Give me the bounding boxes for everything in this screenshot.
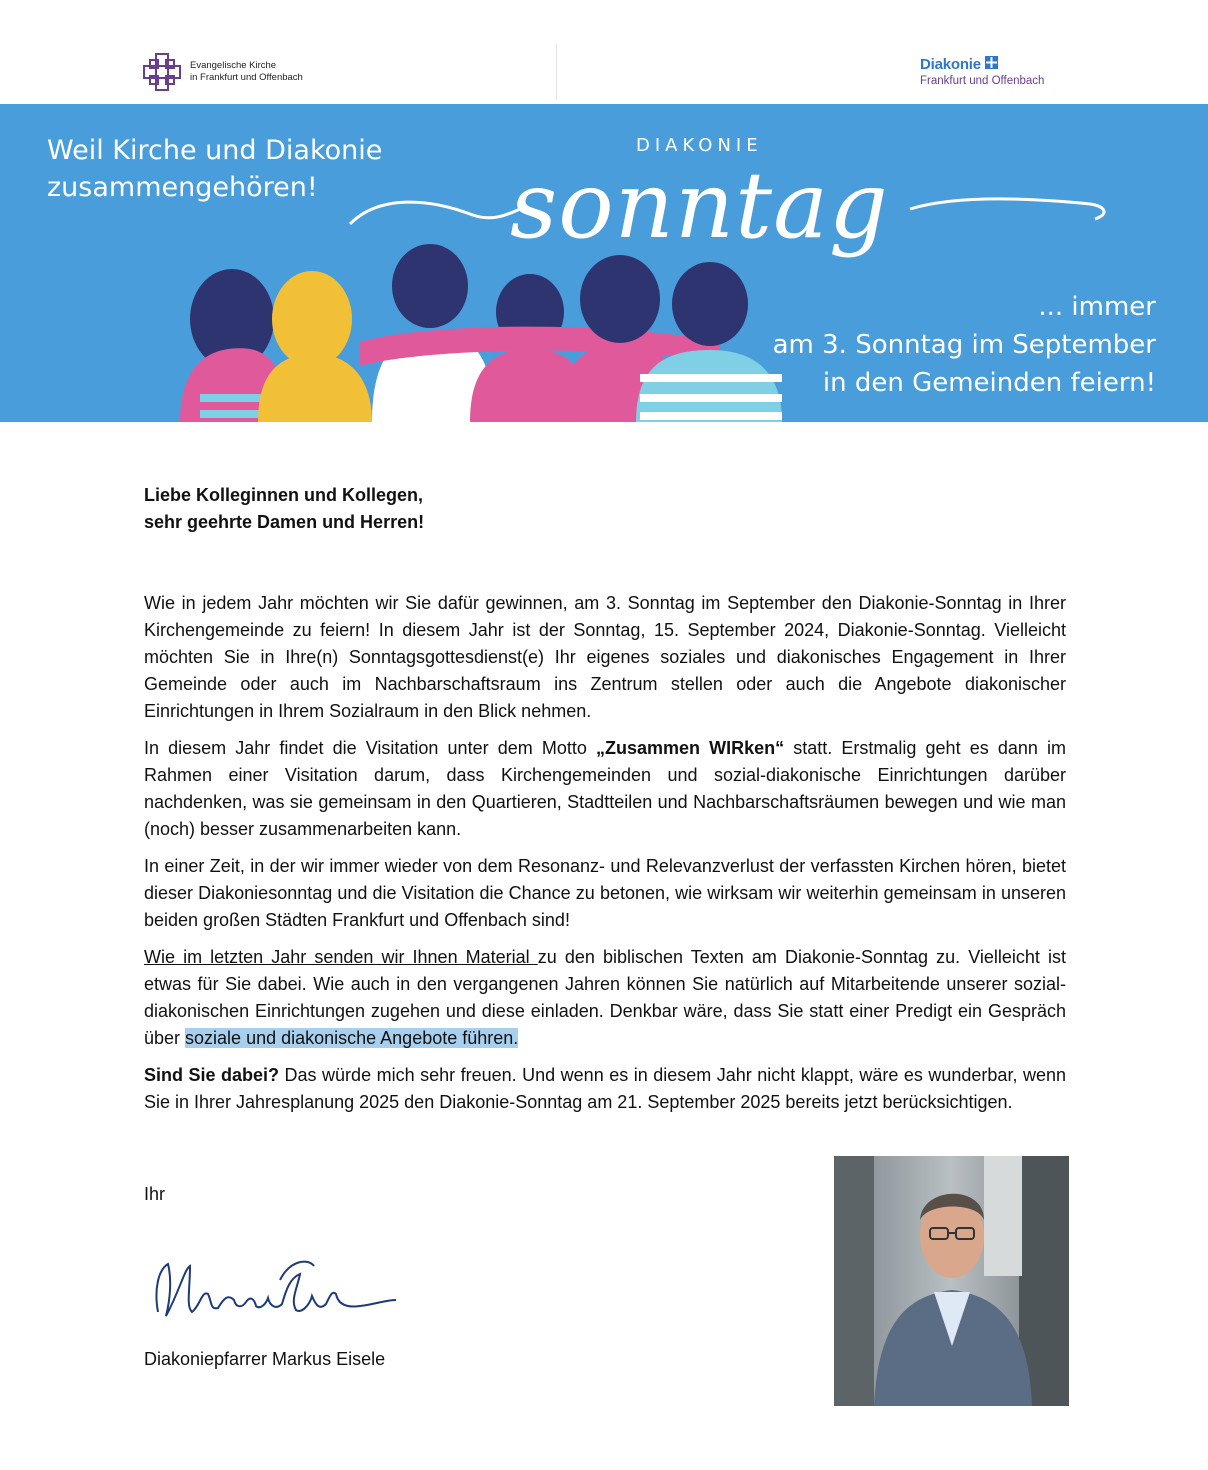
salutation-line2: sehr geehrte Damen und Herren! xyxy=(144,512,425,532)
ekfo-line2: in Frankfurt und Offenbach xyxy=(190,72,303,83)
diakonie-logo xyxy=(920,56,1044,87)
highlighted-text: soziale und diakonische Angebote führen. xyxy=(185,1028,519,1048)
banner-diakonie-label: DIAKONIE xyxy=(636,135,763,156)
banner-date-note xyxy=(773,288,1156,402)
diakonie-cross-icon xyxy=(985,56,998,73)
handwritten-signature xyxy=(150,1250,400,1335)
material-link[interactable]: Wie im letzten Jahr senden wir Ihnen Material xyxy=(144,947,538,967)
cross-grid-icon xyxy=(142,52,182,92)
paragraph-4-text: zu den biblischen Texten am Diakonie-Sonntag zu. Vielleicht ist etwas für Sie dabei. Wie auch in den vergangenen Jahren können Sie natürlich auf Mitarbeitende unserer sozial-diakonischen Einrichtungen zugehen und diese einladen. Denkbar wäre, dass Sie statt einer Predigt ein Gespräch über xyxy=(144,947,1066,1048)
banner-tagline xyxy=(47,132,382,206)
banner-tagline-line2: zusammengehören! xyxy=(47,172,318,203)
paragraph-2 xyxy=(144,735,1066,843)
diakonie-logo-sub: Frankfurt und Offenbach xyxy=(920,75,1045,87)
salutation-line1: Liebe Kolleginnen und Kollegen, xyxy=(144,485,424,505)
letter-body xyxy=(144,482,1066,1116)
paragraph-2-text-a: In diesem Jahr findet die Visitation unter dem Motto xyxy=(144,738,596,758)
paragraph-5 xyxy=(144,1062,1066,1116)
closing: Ihr xyxy=(144,1184,166,1204)
paragraph-2-text-b: statt. Erstmalig geht es dann im Rahmen einer Visitation darum, dass Kirchengemeinden und sozial-diakonische Einrichtungen darüber nachdenken, was sie gemeinsam in den Quartieren, Stadtteilen und Nachbarschaftsräumen bewegen und wie man (noch) besser zusammenarbeiten kann. xyxy=(144,738,1066,839)
paragraph-4 xyxy=(144,944,1066,1052)
ekfo-logo xyxy=(142,52,303,92)
portrait-image xyxy=(834,1156,1069,1406)
diakonie-logo-name: Diakonie xyxy=(920,56,981,73)
banner-note-line1: ... immer xyxy=(1038,292,1156,322)
diakonie-sonntag-banner xyxy=(0,104,1208,422)
paragraph-3: In einer Zeit, in der wir immer wieder von dem Resonanz- und Relevanzverlust der verfassten Kirchen hören, bietet dieser Diakoniesonntag und die Visitation die Chance zu betonen, wie wirksam wir weiterhin gemeinsam in unseren beiden großen Städten Frankfurt und Offenbach sind! xyxy=(144,856,1066,930)
ekfo-line1: Evangelische Kirche xyxy=(190,60,277,71)
paragraph-5-bold: Sind Sie dabei? xyxy=(144,1065,280,1085)
signer-name: Diakoniepfarrer Markus Eisele xyxy=(144,1349,386,1369)
ekfo-logo-text xyxy=(190,60,303,84)
portrait-photo xyxy=(834,1156,1069,1406)
banner-note-line3: in den Gemeinden feiern! xyxy=(822,368,1156,398)
paragraph-1: Wie in jedem Jahr möchten wir Sie dafür gewinnen, am 3. Sonntag im September den Diakonie-Sonntag in Ihrer Kirchengemeinde zu feiern! In diesem Jahr ist der Sonntag, 15. September 2024, Diakonie-Sonntag. Vielleicht möchten Sie in Ihre(n) Sonntagsgottesdienst(e) Ihr eigenes soziales und diakonisches Engagement in Ihrer Gemeinde oder auch im Nachbarschaftsraum ins Zentrum stellen oder auch die Angebote diakonischer Einrichtungen in Ihrem Sozialraum in den Blick nehmen. xyxy=(144,593,1066,721)
letterhead xyxy=(0,0,1208,104)
paragraph-5-text: Das würde mich sehr freuen. Und wenn es in diesem Jahr nicht klappt, wäre es wunderbar, wenn Sie in Ihrer Jahresplanung 2025 den Diakonie-Sonntag am 21. September 2025 bereits jetzt berücksichtigen. xyxy=(144,1065,1066,1112)
motto: „Zusammen WIRken“ xyxy=(595,738,785,758)
banner-note-line2: am 3. Sonntag im September xyxy=(772,330,1156,360)
header-divider xyxy=(556,44,557,100)
banner-sonntag-title: sonntag xyxy=(510,152,889,259)
banner-tagline-line1: Weil Kirche und Diakonie xyxy=(47,135,383,166)
